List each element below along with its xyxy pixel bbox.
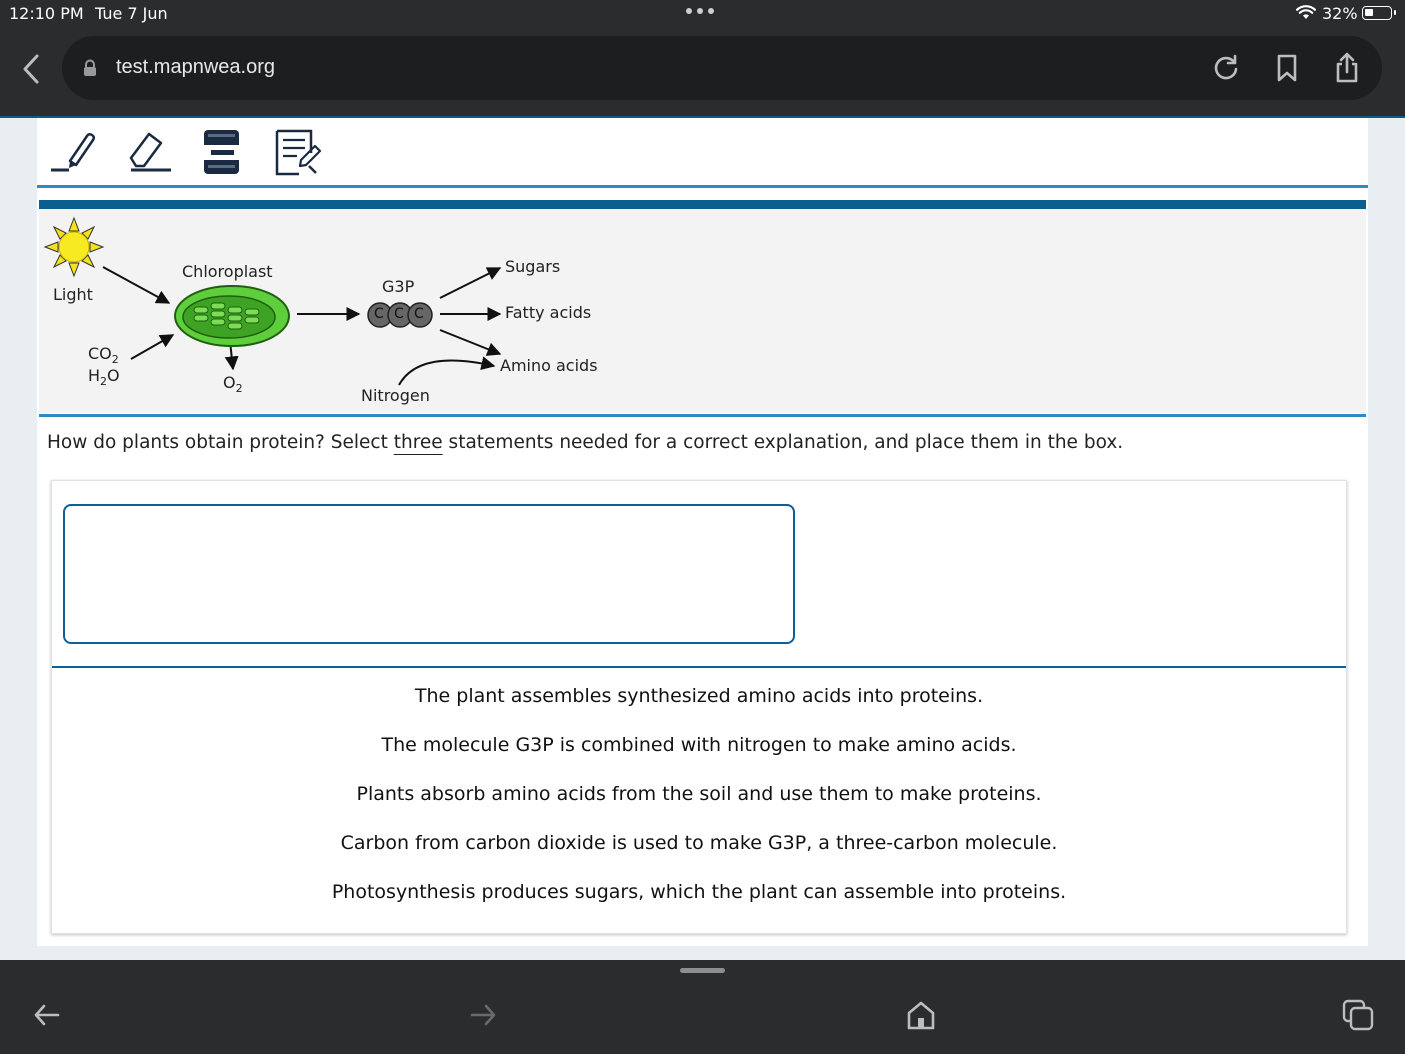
drag-drop-area <box>51 480 1347 934</box>
status-time: 12:10 PM <box>9 4 84 23</box>
choice-item[interactable]: Photosynthesis produces sugars, which the plant can assemble into proteins. <box>331 881 1067 903</box>
status-bar <box>0 0 1405 30</box>
figure-divider <box>39 414 1366 417</box>
answer-drop-box[interactable] <box>63 504 795 644</box>
figure-graphics <box>39 209 739 413</box>
tabs-icon[interactable] <box>1341 998 1375 1032</box>
chloroplast-icon <box>175 286 289 346</box>
url-text[interactable]: test.mapnwea.org <box>116 56 275 78</box>
home-indicator[interactable] <box>680 968 725 973</box>
battery-icon <box>1362 6 1392 20</box>
address-bar[interactable] <box>62 36 1382 100</box>
figure-label-g3p: G3P <box>382 277 415 296</box>
browser-bottom-bar <box>0 960 1405 1054</box>
test-page <box>37 118 1368 946</box>
battery-percent: 32% <box>1322 4 1358 23</box>
highlighter-icon[interactable] <box>49 128 99 176</box>
browser-back-chevron-icon[interactable] <box>18 52 46 86</box>
back-arrow-icon[interactable] <box>30 998 64 1032</box>
line-reader-icon[interactable] <box>197 128 247 176</box>
choice-item[interactable]: The molecule G3P is combined with nitrogen to make amino acids. <box>381 734 1017 756</box>
carbon-label-3: C <box>414 306 424 322</box>
item-header-bar <box>39 200 1366 209</box>
wifi-icon <box>1296 5 1316 21</box>
figure-label-chloroplast: Chloroplast <box>182 262 273 281</box>
figure-label-nitrogen: Nitrogen <box>361 386 430 405</box>
figure-label-o2: $O_2$ <box>223 373 243 396</box>
eraser-icon[interactable] <box>125 128 175 176</box>
toolbar-separator <box>37 185 1368 188</box>
reload-icon[interactable] <box>1210 52 1242 84</box>
home-icon[interactable] <box>904 998 938 1032</box>
answer-divider <box>52 666 1346 668</box>
figure-label-light: Light <box>53 285 93 304</box>
status-date: Tue 7 Jun <box>95 4 168 23</box>
question-emphasis: three <box>393 432 443 453</box>
figure-label-co2: $CO_2$ <box>88 344 119 367</box>
notepad-icon[interactable] <box>273 128 323 176</box>
choice-item[interactable]: Carbon from carbon dioxide is used to make G3P, a three-carbon molecule. <box>340 832 1058 854</box>
forward-arrow-icon[interactable] <box>466 998 500 1032</box>
web-viewport <box>0 116 1405 960</box>
figure-label-fatty-acids: Fatty acids <box>505 303 592 322</box>
carbon-label-2: C <box>394 306 404 322</box>
choice-item[interactable]: Plants absorb amino acids from the soil and use them to make proteins. <box>356 783 1042 805</box>
figure-label-sugars: Sugars <box>505 257 561 276</box>
lock-icon <box>82 59 98 77</box>
share-icon[interactable] <box>1331 52 1363 84</box>
carbon-label-1: C <box>374 306 384 322</box>
figure-label-h2o: $H_2O$ <box>88 366 120 389</box>
photosynthesis-figure <box>39 209 1366 413</box>
choice-item[interactable]: The plant assembles synthesized amino acids into proteins. <box>414 685 984 707</box>
sun-icon <box>45 218 103 276</box>
question-prompt: How do plants obtain protein? Select three statements needed for a correct explanation, and place them in the box. <box>47 432 1124 453</box>
figure-label-amino-acids: Amino acids <box>500 356 598 375</box>
bookmark-icon[interactable] <box>1271 52 1303 84</box>
multitasking-dots-icon[interactable] <box>686 8 714 14</box>
